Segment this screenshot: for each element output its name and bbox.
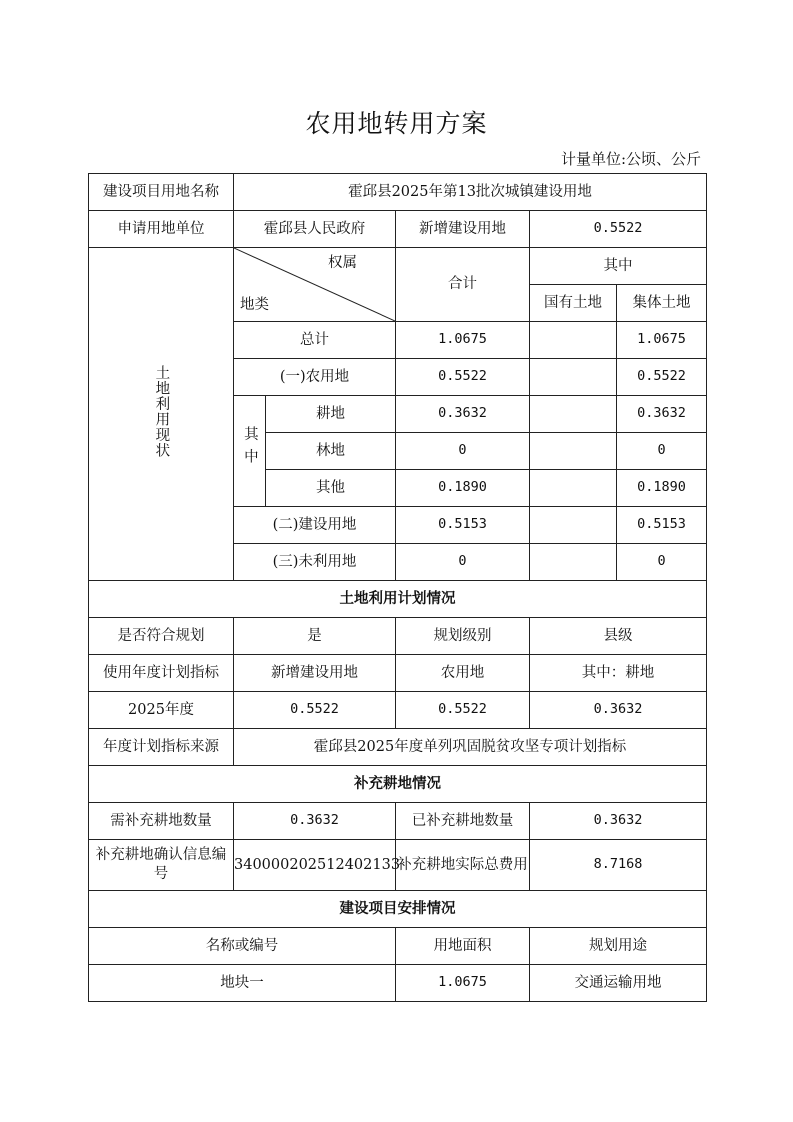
level-value: 县级 — [530, 618, 707, 655]
cost-label: 补充耕地实际总费用 — [396, 840, 530, 891]
header-land-class: 地类 — [240, 297, 269, 314]
header-of-which: 其中 — [530, 248, 707, 285]
table-row — [89, 965, 707, 1002]
row-total: 1.0675 — [396, 322, 530, 359]
compliant-label: 是否符合规划 — [89, 618, 234, 655]
row-state — [530, 544, 617, 581]
table-row — [89, 928, 707, 965]
need-label: 需补充耕地数量 — [89, 803, 234, 840]
col-name: 名称或编号 — [89, 928, 396, 965]
land-status-side-label: 土地利用现状 — [89, 248, 234, 581]
header-state-owned: 国有土地 — [530, 285, 617, 322]
row-total: 0 — [396, 433, 530, 470]
level-label: 规划级别 — [396, 618, 530, 655]
table-row — [89, 581, 707, 618]
row-label: (二)建设用地 — [234, 507, 396, 544]
row-state — [530, 359, 617, 396]
new-land-label: 新增建设用地 — [396, 211, 530, 248]
col-area: 用地面积 — [396, 928, 530, 965]
row-state — [530, 322, 617, 359]
row-state — [530, 507, 617, 544]
page-title: 农用地转用方案 — [305, 109, 488, 138]
table-row — [89, 840, 707, 891]
plot-area: 1.0675 — [396, 965, 530, 1002]
row-collective: 0.3632 — [617, 396, 707, 433]
diagonal-header-cell — [234, 248, 396, 322]
plot-name: 地块一 — [89, 965, 396, 1002]
year-new-value: 0.5522 — [234, 692, 396, 729]
plan-section-title: 土地利用计划情况 — [89, 581, 707, 618]
row-total: 0.3632 — [396, 396, 530, 433]
annual-label: 使用年度计划指标 — [89, 655, 234, 692]
row-label: 总计 — [234, 322, 396, 359]
table-row — [89, 692, 707, 729]
row-collective: 1.0675 — [617, 322, 707, 359]
table-row — [89, 174, 707, 211]
sub-group-label: 其中 — [234, 396, 266, 507]
source-label: 年度计划指标来源 — [89, 729, 234, 766]
new-land-value: 0.5522 — [530, 211, 707, 248]
table-row — [89, 618, 707, 655]
row-total: 0.5153 — [396, 507, 530, 544]
applicant-label: 申请用地单位 — [89, 211, 234, 248]
table-row — [89, 729, 707, 766]
row-label: 其他 — [266, 470, 396, 507]
row-collective: 0 — [617, 544, 707, 581]
row-collective: 0.1890 — [617, 470, 707, 507]
table-row — [89, 211, 707, 248]
done-value: 0.3632 — [530, 803, 707, 840]
col-use: 规划用途 — [530, 928, 707, 965]
confirm-value: 340000202512402133 — [234, 840, 396, 891]
header-collective: 集体土地 — [617, 285, 707, 322]
row-total: 0 — [396, 544, 530, 581]
compliant-value: 是 — [234, 618, 396, 655]
done-label: 已补充耕地数量 — [396, 803, 530, 840]
need-value: 0.3632 — [234, 803, 396, 840]
applicant-value: 霍邱县人民政府 — [234, 211, 396, 248]
conversion-table — [88, 173, 707, 1002]
project-name-value: 霍邱县2025年第13批次城镇建设用地 — [234, 174, 707, 211]
table-row — [89, 891, 707, 928]
row-label: 耕地 — [266, 396, 396, 433]
plot-use: 交通运输用地 — [530, 965, 707, 1002]
row-state — [530, 396, 617, 433]
confirm-label: 补充耕地确认信息编号 — [89, 840, 234, 891]
supplement-section-title: 补充耕地情况 — [89, 766, 707, 803]
table-row — [89, 248, 707, 285]
row-total: 0.5522 — [396, 359, 530, 396]
col-agricultural: 农用地 — [396, 655, 530, 692]
row-collective: 0.5153 — [617, 507, 707, 544]
year-agri-value: 0.5522 — [396, 692, 530, 729]
row-state — [530, 433, 617, 470]
cost-value: 8.7168 — [530, 840, 707, 891]
col-arable: 其中：耕地 — [530, 655, 707, 692]
source-value: 霍邱县2025年度单列巩固脱贫攻坚专项计划指标 — [234, 729, 707, 766]
year-arable-value: 0.3632 — [530, 692, 707, 729]
row-label: (一)农用地 — [234, 359, 396, 396]
arrangement-section-title: 建设项目安排情况 — [89, 891, 707, 928]
row-collective: 0.5522 — [617, 359, 707, 396]
table-row — [89, 766, 707, 803]
row-label: (三)未利用地 — [234, 544, 396, 581]
year-label: 2025年度 — [89, 692, 234, 729]
unit-label: 计量单位:公顷、公斤 — [560, 150, 701, 168]
row-state — [530, 470, 617, 507]
table-row — [89, 655, 707, 692]
col-new-construction: 新增建设用地 — [234, 655, 396, 692]
project-name-label: 建设项目用地名称 — [89, 174, 234, 211]
row-collective: 0 — [617, 433, 707, 470]
table-row — [89, 803, 707, 840]
row-total: 0.1890 — [396, 470, 530, 507]
header-total: 合计 — [396, 248, 530, 322]
header-ownership: 权属 — [328, 255, 357, 271]
row-label: 林地 — [266, 433, 396, 470]
